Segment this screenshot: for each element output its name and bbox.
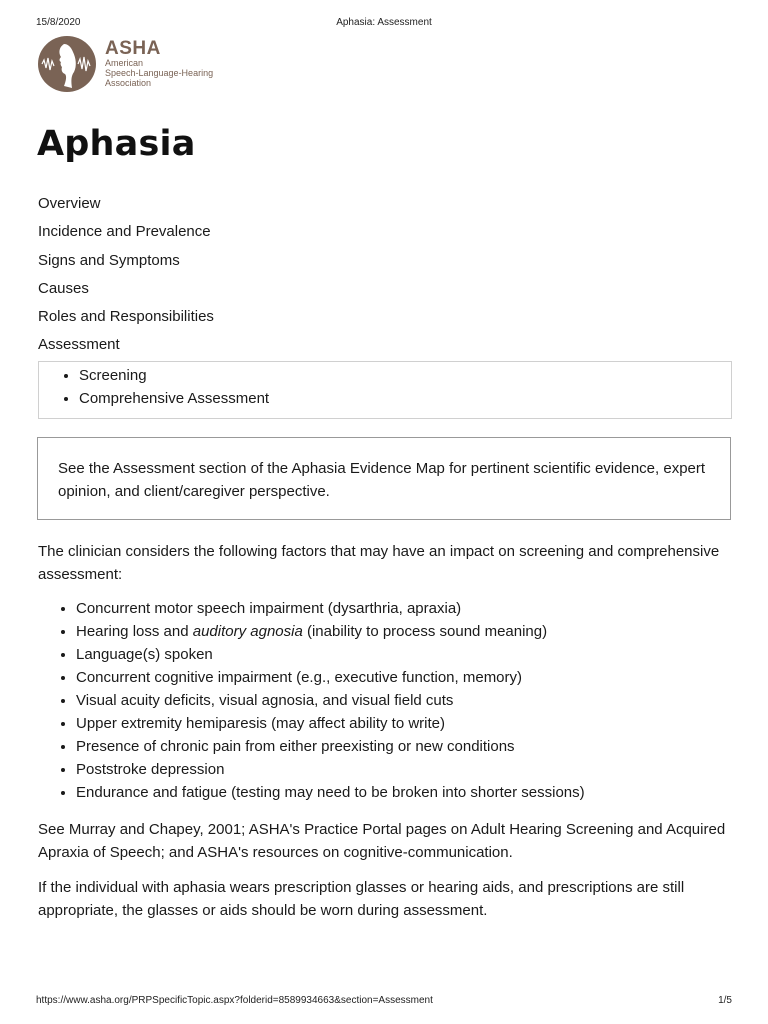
- factor-text: Hearing loss and: [76, 623, 193, 640]
- logo-sub-line: Association: [105, 78, 152, 88]
- asha-logo[interactable]: [38, 36, 238, 92]
- factor-item: • Concurrent motor speech impairment (dysarthria, apraxia): [76, 597, 736, 620]
- callout-text: See the Assessment section of the Aphasia Evidence Map for pertinent scientific evidence, expert opinion, and client/caregiver perspective.: [58, 460, 706, 500]
- asha-seal-icon: [38, 36, 96, 92]
- subnav-item-screening[interactable]: • Screening: [79, 364, 731, 387]
- evidence-map-callout: [37, 437, 731, 520]
- factor-item: [76, 620, 736, 643]
- factor-item: • Language(s) spoken: [76, 643, 736, 666]
- toc-link-signs-symptoms[interactable]: Signs and Symptoms: [38, 251, 180, 269]
- page-number: 1/5: [718, 995, 732, 1006]
- factor-item: • Concurrent cognitive impairment (e.g., executive function, memory): [76, 666, 736, 689]
- print-url: https://www.asha.org/PRPSpecificTopic.aspx?folderid=8589934663&section=Assessment: [36, 995, 433, 1006]
- factor-text: (inability to process sound meaning): [302, 623, 548, 640]
- subnav-item-comprehensive-assessment[interactable]: • Comprehensive Assessment: [79, 387, 731, 410]
- assessment-subnav: [38, 361, 732, 419]
- factor-item: • Upper extremity hemiparesis (may affect ability to write): [76, 712, 736, 735]
- logo-sub-line: Speech-Language-Hearing: [105, 68, 214, 78]
- factor-item: • Presence of chronic pain from either preexisting or new conditions: [76, 735, 736, 758]
- print-header: [36, 17, 732, 31]
- logo-sub-line: American: [105, 58, 144, 68]
- factor-item: • Poststroke depression: [76, 758, 736, 781]
- intro-paragraph: The clinician considers the following factors that may have an impact on screening and comprehensive assessment:: [38, 543, 720, 583]
- toc-link-causes[interactable]: Causes: [38, 279, 89, 297]
- toc-link-overview[interactable]: Overview: [38, 195, 101, 212]
- assessment-factors-list: [38, 597, 736, 804]
- toc-link-roles-responsibilities[interactable]: Roles and Responsibilities: [38, 308, 214, 326]
- logo-subtitle: [105, 58, 213, 88]
- toc-link-assessment[interactable]: Assessment: [38, 336, 120, 354]
- page-title: Aphasia: [37, 124, 196, 164]
- factor-item: • Visual acuity deficits, visual agnosia, and visual field cuts: [76, 689, 736, 712]
- print-date: 15/8/2020: [36, 17, 81, 28]
- print-page-title: Aphasia: Assessment: [336, 17, 432, 28]
- references-paragraph: See Murray and Chapey, 2001; ASHA's Practice Portal pages on Adult Hearing Screening and Acquired Apraxia of Speech; and ASHA's resources on cognitive-communication.: [38, 821, 726, 861]
- glasses-note-paragraph: If the individual with aphasia wears prescription glasses or hearing aids, and prescriptions are still appropriate, the glasses or aids should be worn during assessment.: [38, 879, 685, 919]
- table-of-contents: [38, 190, 732, 419]
- factor-emphasis: auditory agnosia: [192, 623, 303, 640]
- logo-brand: ASHA: [105, 38, 161, 59]
- factor-item: • Endurance and fatigue (testing may need to be broken into shorter sessions): [76, 781, 736, 804]
- toc-link-incidence-prevalence[interactable]: Incidence and Prevalence: [38, 223, 211, 241]
